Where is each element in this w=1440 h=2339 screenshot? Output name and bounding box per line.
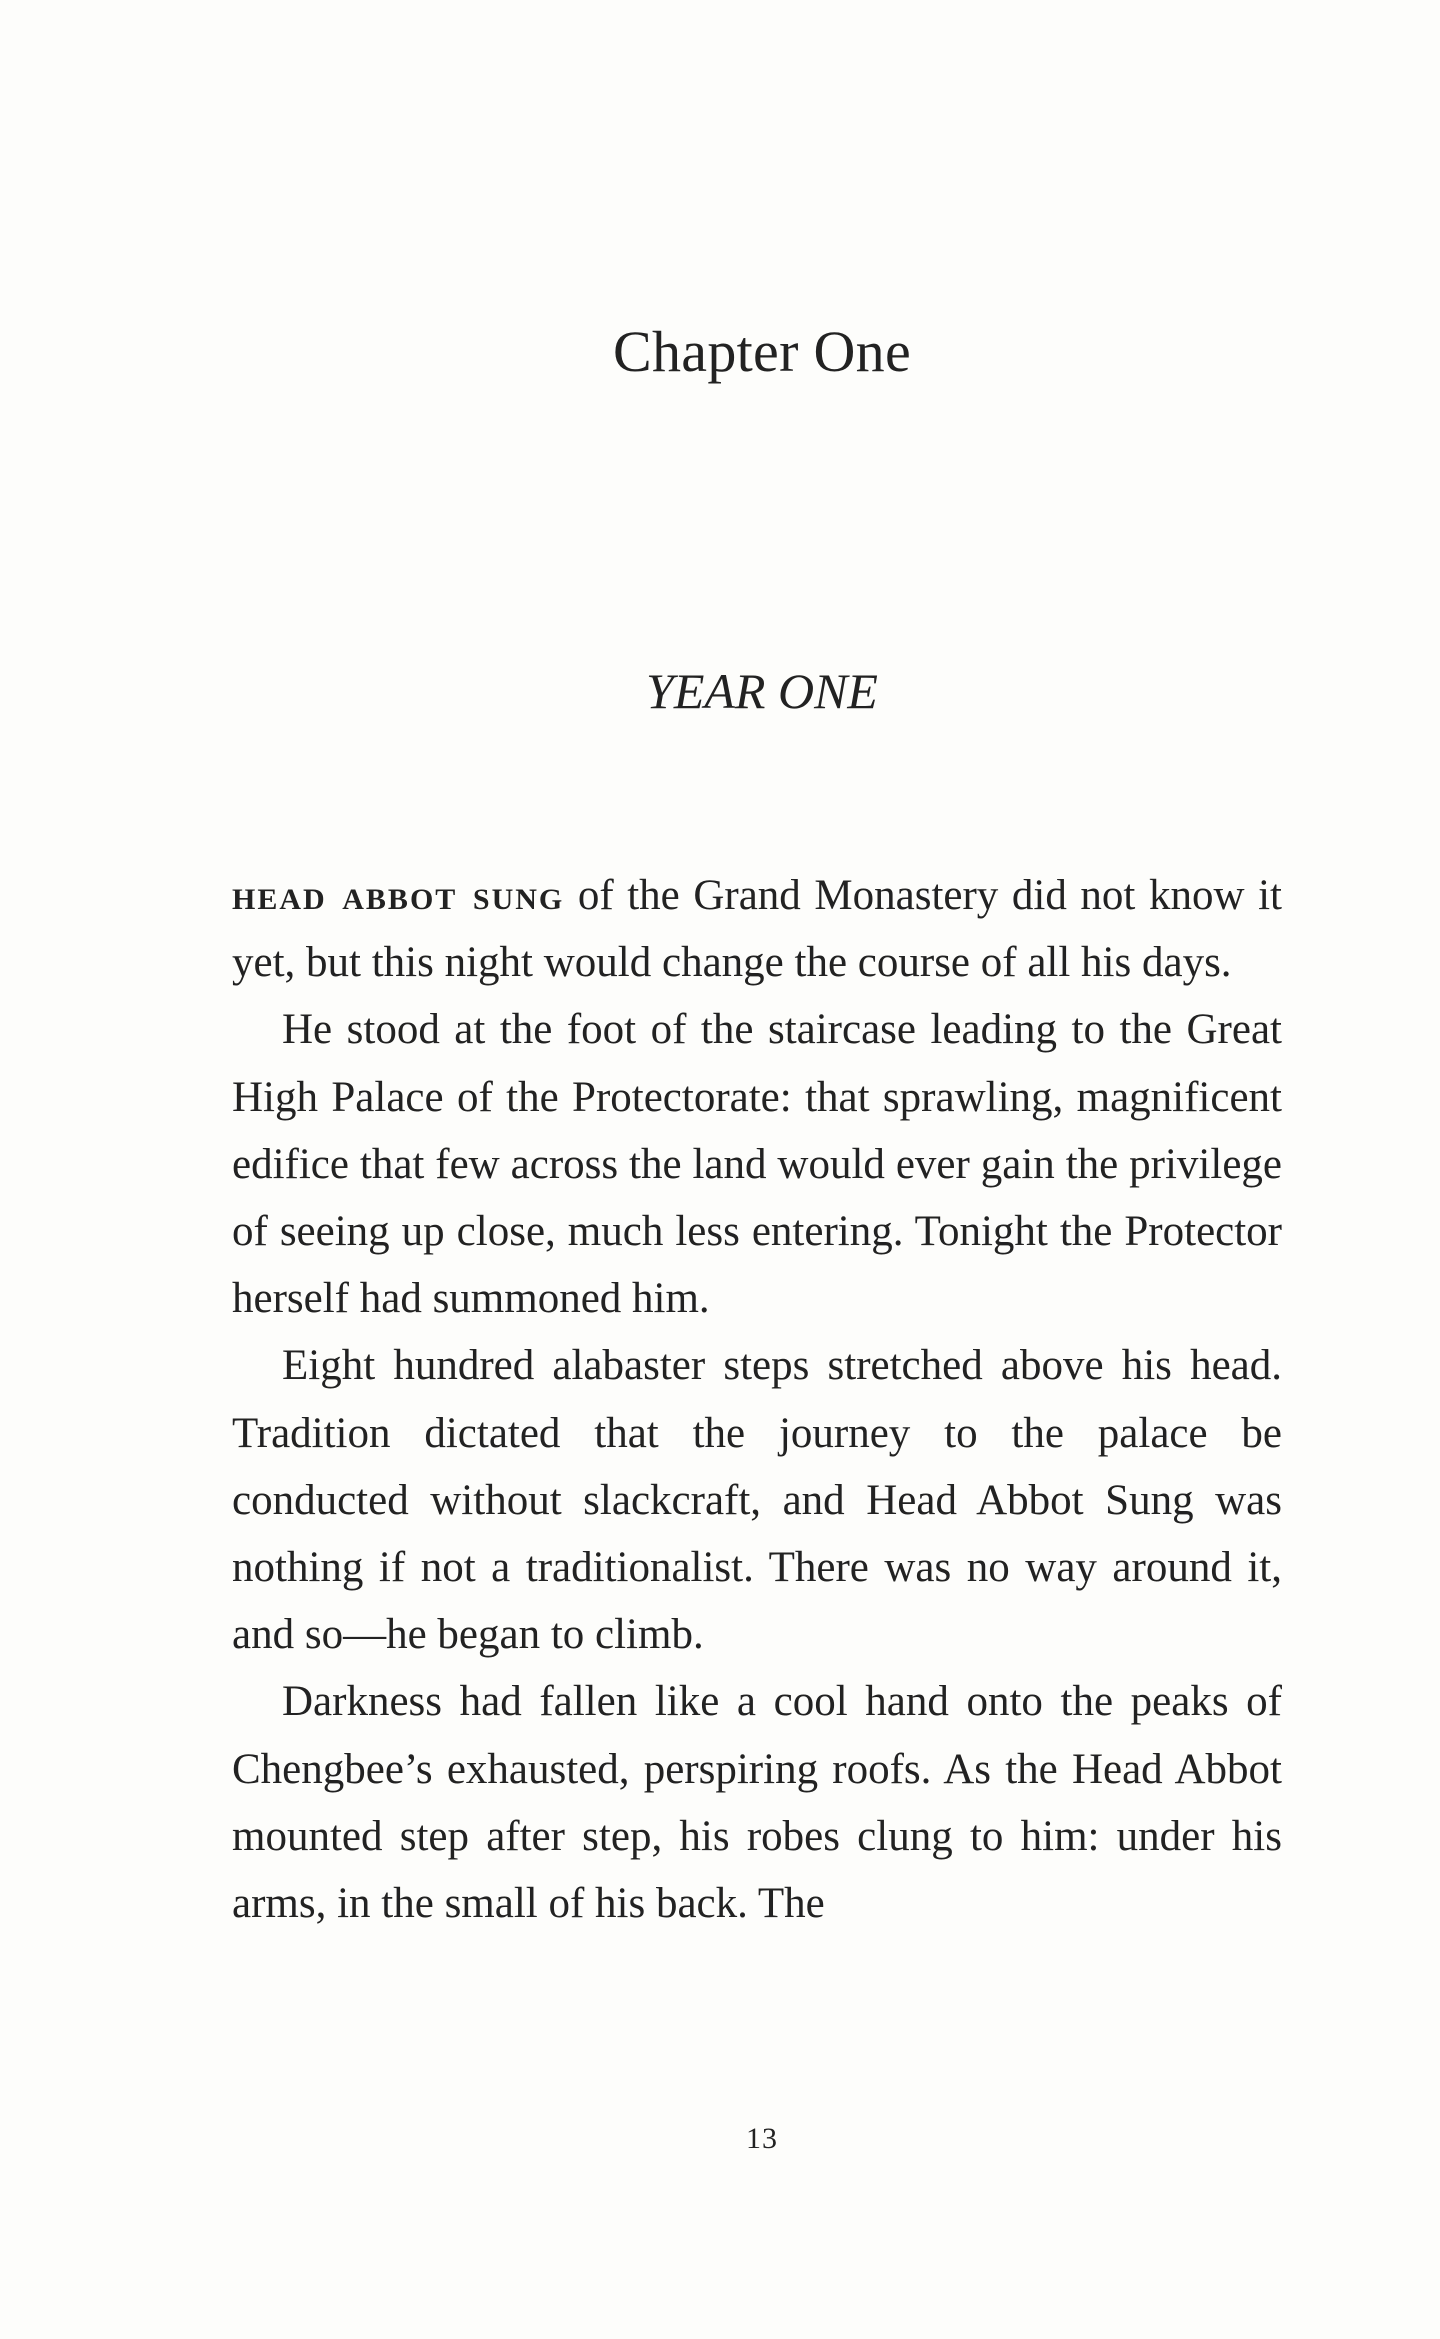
page-number: 13: [746, 2122, 778, 2155]
paragraph-1-text: of the Grand Monastery did not know it yet, but this night would change the course of all his days.: [232, 872, 1282, 987]
paragraph-lead-in: head abbot sung: [232, 872, 565, 919]
section-title: YEAR ONE: [646, 663, 878, 719]
paragraph-2: He stood at the foot of the staircase leading to the Great High Palace of the Protectorate: that sprawling, magnificent edifice that few across the land would ever gain the privilege of seeing up close, much less entering. Tonight the Protector herself had summoned him.: [232, 1006, 1282, 1323]
body-text: [232, 862, 1282, 1937]
paragraph-3: Eight hundred alabaster steps stretched above his head. Tradition dictated that the journey to the palace be conducted without slackcraft, and Head Abbot Sung was nothing if not a traditionalist. There was no way around it, and so—he began to climb.: [232, 1342, 1282, 1659]
paragraph-1: [232, 862, 1282, 996]
chapter-title: Chapter One: [612, 319, 912, 384]
paragraph-4: Darkness had fallen like a cool hand onto the peaks of Chengbee’s exhausted, perspiring roofs. As the Head Abbot mounted step after step, his robes clung to him: under his arms, in the small of his back. The: [232, 1678, 1282, 1928]
